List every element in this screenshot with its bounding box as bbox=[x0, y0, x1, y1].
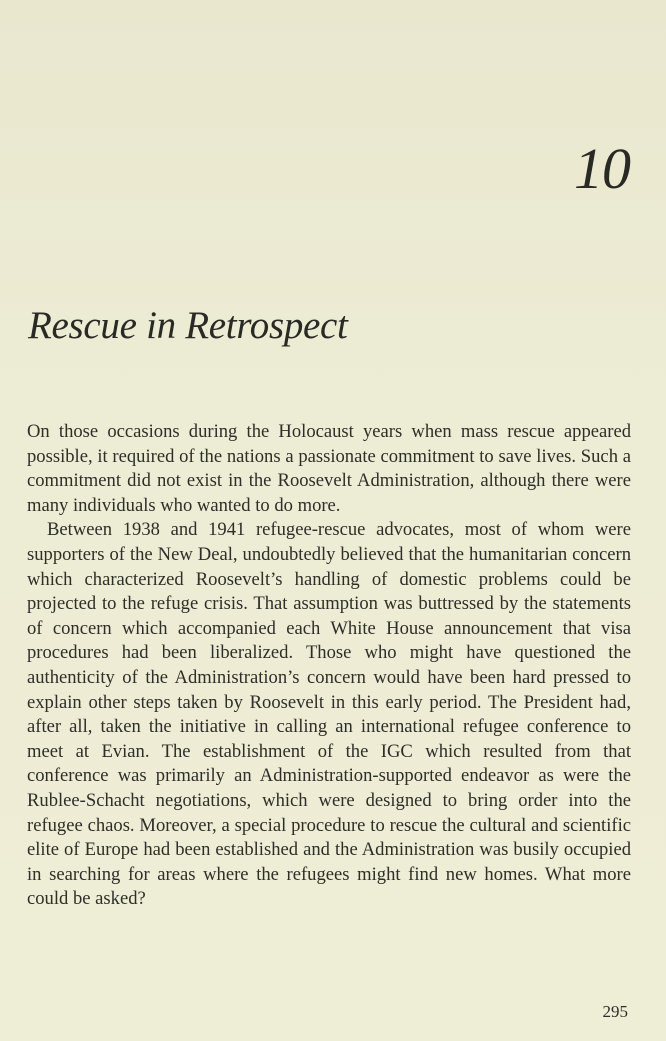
chapter-title: Rescue in Retrospect bbox=[28, 304, 348, 347]
chapter-number: 10 bbox=[574, 136, 630, 201]
paragraph-2: Between 1938 and 1941 refugee-rescue advocates, most of whom were supporters of the New Deal, undoubtedly believed that the humanitarian concern which characterized Roosevelt’s handling of domestic problems could be projected to the refuge crisis. That assumption was buttressed by the statements of concern which accompanied each White House announcement that visa procedures had been liberalized. Those who might have questioned the authenticity of the Administration’s concern would have been hard pressed to explain other steps taken by Roosevelt in this early period. The President had, after all, taken the initiative in calling an international refugee conference to meet at Evian. The establishment of the IGC which resulted from that conference was primarily an Administration-supported endeavor as were the Rublee-Schacht negotiations, which were designed to bring order into the refugee chaos. Moreover, a special procedure to rescue the cultural and scientific elite of Europe had been established and the Administration was busily occupied in searching for areas where the refugees might find new homes. What more could be asked? bbox=[27, 519, 631, 910]
paragraph-1: On those occasions during the Holocaust years when mass rescue appeared possible, it required of the nations a passionate commitment to save lives. Such a commitment did not exist in the Roosevelt Administration, although there were many individuals who wanted to do more. bbox=[27, 421, 631, 516]
body-text bbox=[27, 420, 631, 912]
page-number: 295 bbox=[602, 1002, 628, 1021]
